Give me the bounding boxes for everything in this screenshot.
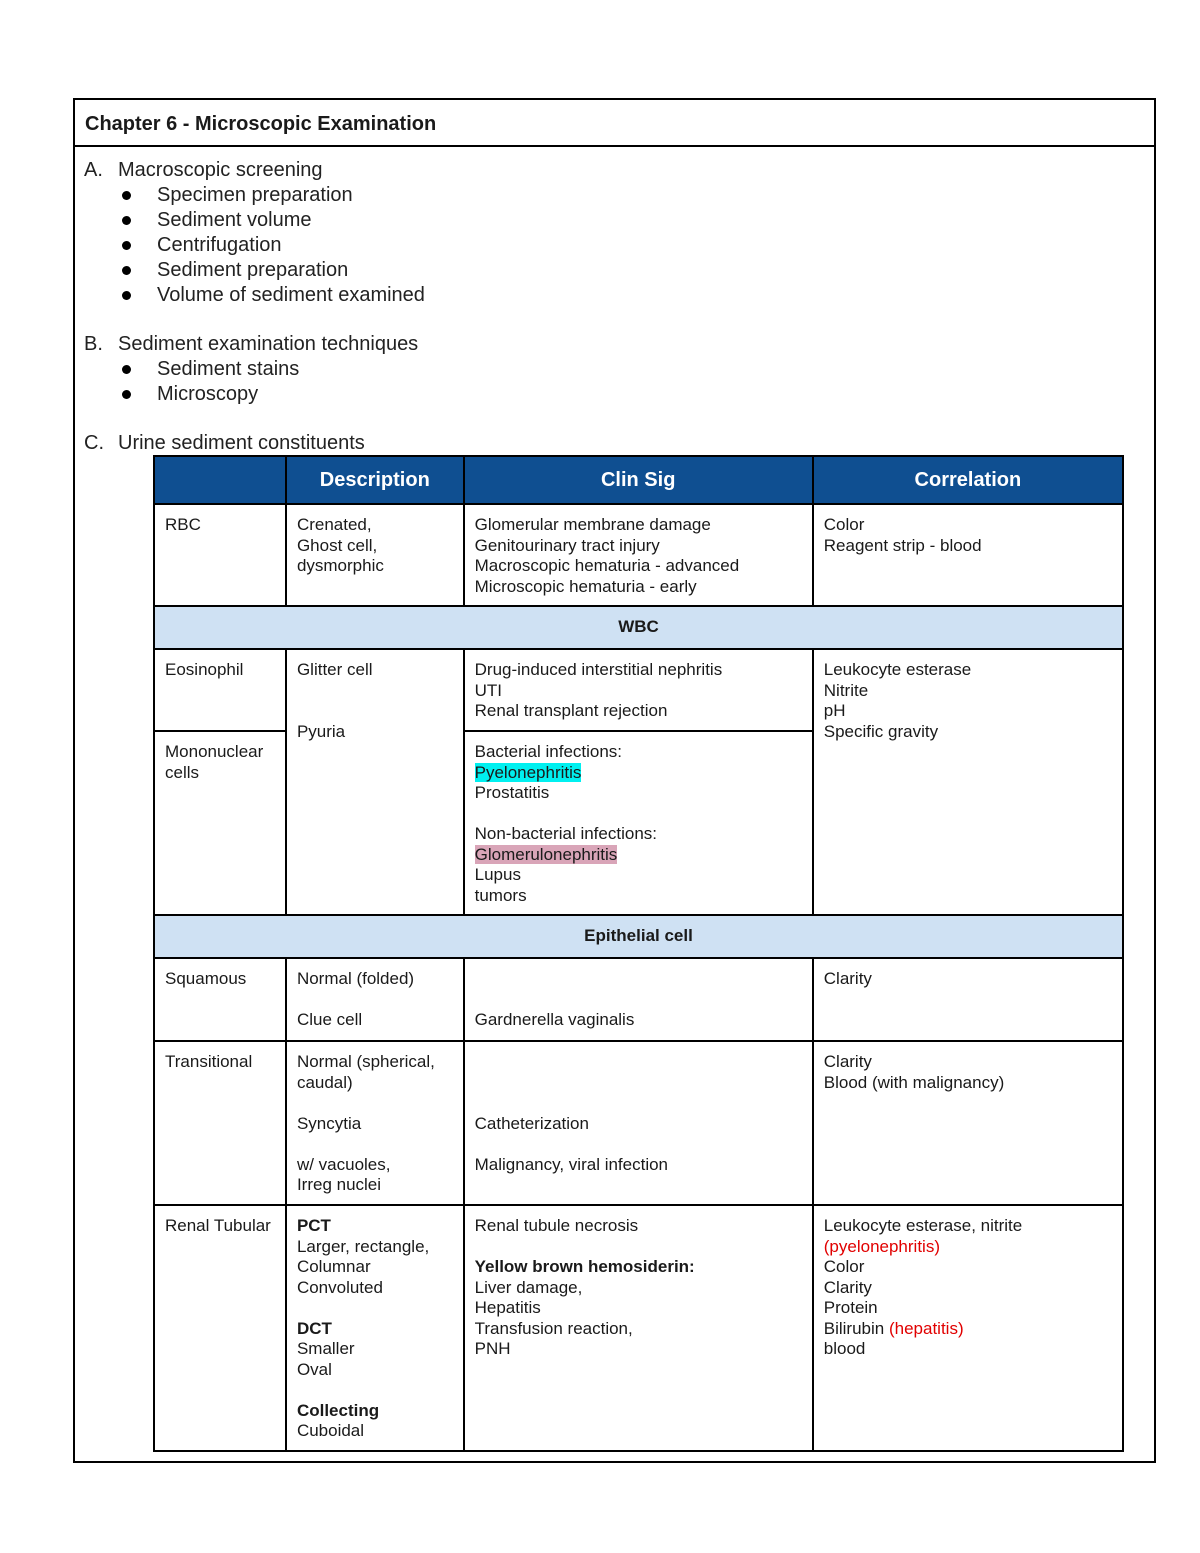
- rbc-clin-sig: Glomerular membrane damage Genitourinary tract injury Macroscopic hematuria - advanced Microscopic hematuria - early: [464, 504, 813, 606]
- list-item: Centrifugation: [84, 233, 425, 258]
- header-description: Description: [286, 456, 464, 504]
- section-a-heading: A. Macroscopic screening: [84, 159, 323, 181]
- rbc-name: RBC: [154, 504, 286, 606]
- renal-tubular-description: PCT Larger, rectangle, Columnar Convoluted DCT Smaller Oval Collecting Cuboidal: [286, 1205, 464, 1451]
- transitional-correlation: Clarity Blood (with malignancy): [813, 1041, 1123, 1205]
- list-item: Volume of sediment examined: [84, 283, 425, 308]
- section-c: [84, 431, 365, 456]
- bullet-icon: [122, 216, 131, 225]
- transitional-name: Transitional: [154, 1041, 286, 1205]
- highlight-pyelonephritis: Pyelonephritis: [474, 762, 582, 782]
- section-a: [84, 158, 425, 308]
- table-row-rbc: [154, 504, 1123, 606]
- mononuclear-name: Mononuclear cells: [154, 731, 286, 915]
- bullet-icon: [122, 191, 131, 200]
- highlight-glomerulonephritis: Glomerulonephritis: [474, 844, 618, 864]
- wbc-band-label: WBC: [154, 606, 1123, 649]
- epithelial-band-label: Epithelial cell: [154, 915, 1123, 958]
- rbc-correlation: Color Reagent strip - blood: [813, 504, 1123, 606]
- bullet-icon: [122, 390, 131, 399]
- section-c-heading: C. Urine sediment constituents: [84, 432, 365, 454]
- wbc-correlation: Leukocyte esterase Nitrite pH Specific gravity: [813, 649, 1123, 915]
- bullet-icon: [122, 365, 131, 374]
- squamous-name: Squamous: [154, 958, 286, 1041]
- table-row-squamous: [154, 958, 1123, 1041]
- table-header-row: [154, 456, 1123, 504]
- bullet-icon: [122, 291, 131, 300]
- chapter-title: Chapter 6 - Microscopic Examination: [75, 100, 1154, 147]
- eosinophil-name: Eosinophil: [154, 649, 286, 731]
- squamous-clin-sig: Gardnerella vaginalis: [464, 958, 813, 1041]
- table-band-wbc: [154, 606, 1123, 649]
- list-item: Sediment volume: [84, 208, 425, 233]
- list-item: Specimen preparation: [84, 183, 425, 208]
- renal-tubular-correlation: Leukocyte esterase, nitrite (pyelonephritis) Color Clarity Protein Bilirubin (hepatitis) blood: [813, 1205, 1123, 1451]
- renal-tubular-clin-sig: Renal tubule necrosis Yellow brown hemosiderin: Liver damage, Hepatitis Transfusion reaction, PNH: [464, 1205, 813, 1451]
- squamous-description: Normal (folded) Clue cell: [286, 958, 464, 1041]
- squamous-correlation: Clarity: [813, 958, 1123, 1041]
- wbc-description: Glitter cell Pyuria: [286, 649, 464, 915]
- table-row-eosinophil: [154, 649, 1123, 731]
- header-correlation: Correlation: [813, 456, 1123, 504]
- table-band-epithelial: [154, 915, 1123, 958]
- list-item: Microscopy: [84, 382, 418, 407]
- transitional-description: Normal (spherical, caudal) Syncytia w/ vacuoles, Irreg nuclei: [286, 1041, 464, 1205]
- table-row-transitional: [154, 1041, 1123, 1205]
- transitional-clin-sig: Catheterization Malignancy, viral infection: [464, 1041, 813, 1205]
- renal-tubular-name: Renal Tubular: [154, 1205, 286, 1451]
- header-clin-sig: Clin Sig: [464, 456, 813, 504]
- header-blank: [154, 456, 286, 504]
- rbc-description: Crenated, Ghost cell, dysmorphic: [286, 504, 464, 606]
- list-item: Sediment stains: [84, 357, 418, 382]
- list-item: Sediment preparation: [84, 258, 425, 283]
- sediment-constituents-table: [153, 455, 1124, 1452]
- mononuclear-clin-sig: Bacterial infections: Pyelonephritis Prostatitis Non-bacterial infections: Glomerulonephritis Lupus tumors: [464, 731, 813, 915]
- section-b-heading: B. Sediment examination techniques: [84, 333, 419, 355]
- section-b: [84, 332, 418, 407]
- bullet-icon: [122, 266, 131, 275]
- table-row-renal-tubular: [154, 1205, 1123, 1451]
- eosinophil-clin-sig: Drug-induced interstitial nephritis UTI Renal transplant rejection: [464, 649, 813, 731]
- bullet-icon: [122, 241, 131, 250]
